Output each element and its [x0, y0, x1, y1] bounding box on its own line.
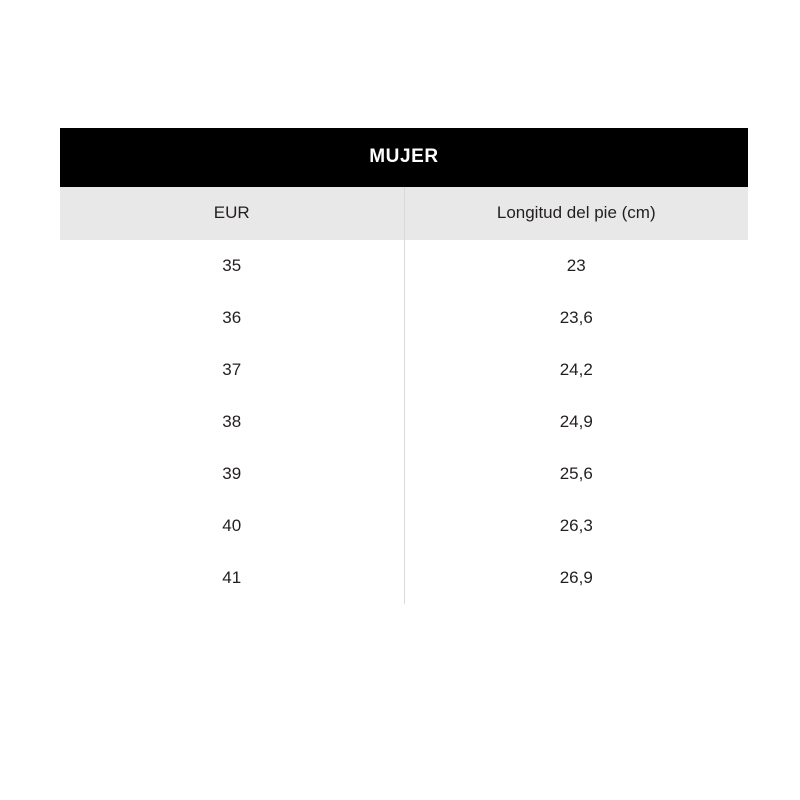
cell-eur: 35 [60, 240, 404, 292]
cell-eur: 40 [60, 500, 404, 552]
column-header-foot-length: Longitud del pie (cm) [404, 187, 748, 240]
cell-foot-length: 23 [404, 240, 748, 292]
size-chart-table [60, 128, 748, 604]
table-title: MUJER [60, 128, 748, 187]
cell-foot-length: 23,6 [404, 292, 748, 344]
table-body [60, 240, 748, 604]
cell-eur: 37 [60, 344, 404, 396]
column-header-eur: EUR [60, 187, 404, 240]
table-row [60, 292, 748, 344]
cell-foot-length: 24,2 [404, 344, 748, 396]
table-row [60, 344, 748, 396]
table-header-row [60, 187, 748, 240]
table-row [60, 240, 748, 292]
table-row [60, 448, 748, 500]
cell-eur: 39 [60, 448, 404, 500]
table-row [60, 396, 748, 448]
cell-eur: 38 [60, 396, 404, 448]
table-row [60, 500, 748, 552]
table-row [60, 552, 748, 604]
cell-foot-length: 26,3 [404, 500, 748, 552]
cell-foot-length: 25,6 [404, 448, 748, 500]
cell-foot-length: 26,9 [404, 552, 748, 604]
cell-foot-length: 24,9 [404, 396, 748, 448]
cell-eur: 36 [60, 292, 404, 344]
table-title-row [60, 128, 748, 187]
cell-eur: 41 [60, 552, 404, 604]
